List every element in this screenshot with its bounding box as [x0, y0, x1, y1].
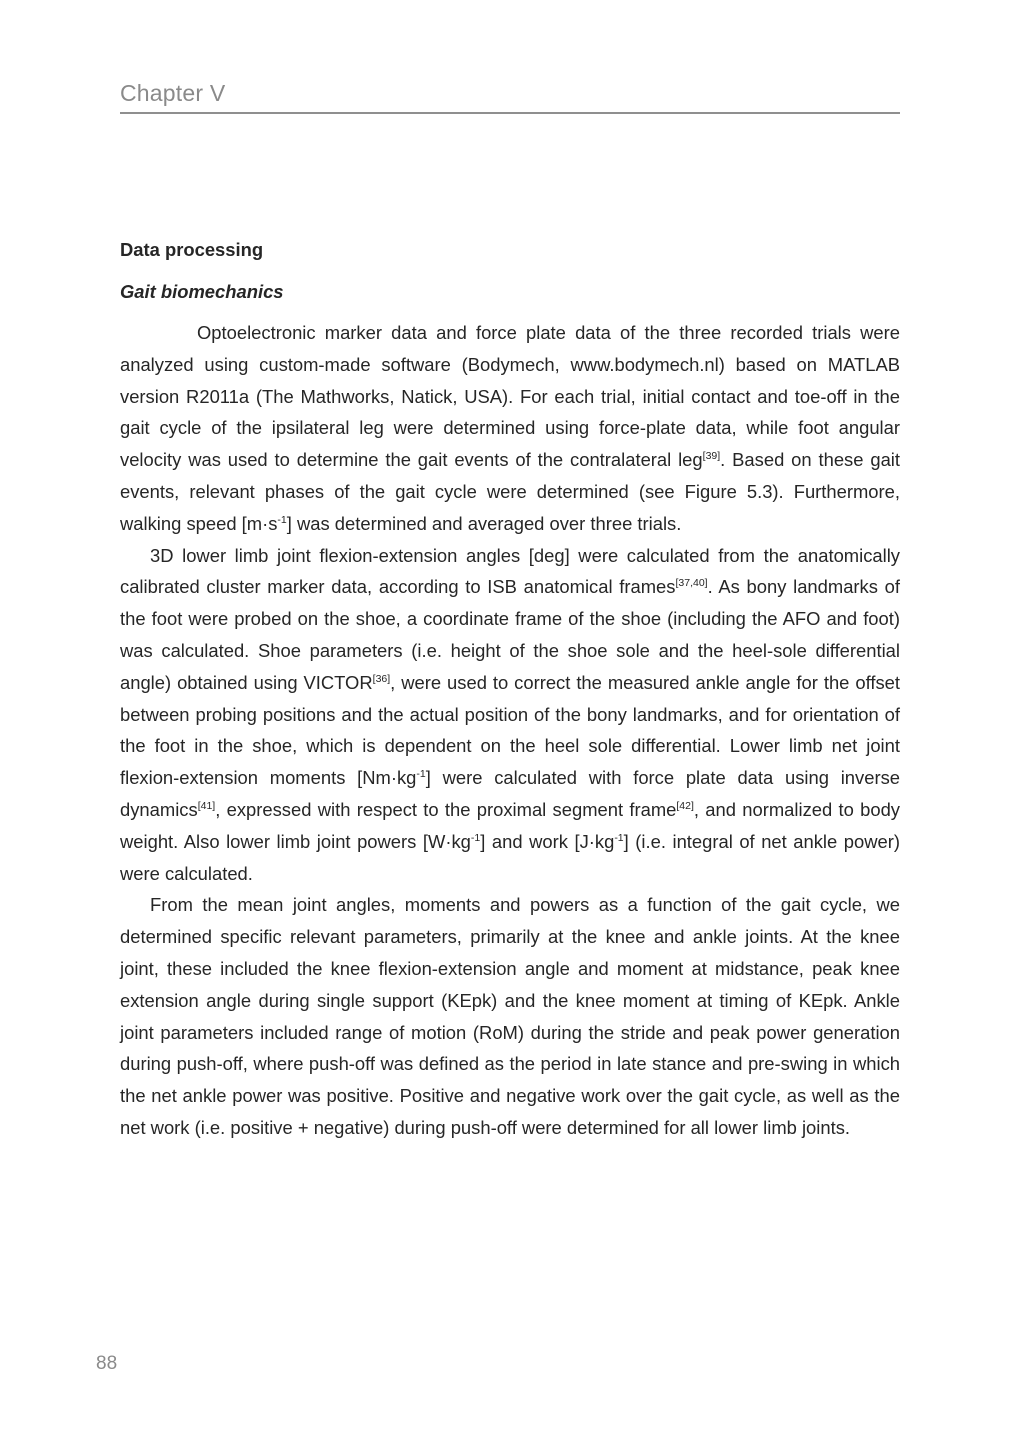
- paragraph-3: From the mean joint angles, moments and powers as a function of the gait cycle, we determined specific relevant parameters, primarily at the knee and ankle joints. At the knee joint, these included the knee flexion-extension angle and moment at midstance, peak knee extension angle during single support (KEpk) and the knee moment at timing of KEpk. Ankle joint parameters included range of motion (RoM) during the stride and peak power generation during push-off, where push-off was defined as the period in late stance and pre-swing in which the net ankle power was positive. Positive and negative work over the gait cycle, as well as the net work (i.e. positive + negative) during push-off were determined for all lower limb joints.: [120, 894, 900, 1138]
- p2-text-7: ] and work [J·kg: [480, 830, 615, 852]
- exponent-minus-one: -1: [614, 831, 624, 844]
- citation-39: [39]: [702, 450, 721, 463]
- p2-text-8: ] (i.e. integral of net ankle power) were calculated.: [120, 830, 900, 884]
- exponent-minus-one: -1: [416, 768, 426, 781]
- main-content: [120, 235, 900, 1144]
- p2-text-2: . As bony landmarks of the foot were probed on the shoe, a coordinate frame of the shoe (including the AFO and foot) was calculated. Shoe parameters (i.e. height of the shoe sole and the heel-sole differential angle) obtained using VICTOR: [120, 576, 900, 693]
- exponent-minus-one: -1: [470, 831, 481, 844]
- exponent-minus-one: -1: [277, 513, 287, 526]
- paragraph-2: [120, 540, 900, 890]
- running-header: [120, 80, 900, 114]
- section-heading: Data processing: [120, 239, 264, 260]
- citation-37-40: [37,40]: [675, 577, 708, 590]
- p1-text-2: . Based on these gait events, relevant phases of the gait cycle were determined (see Figure 5.3). Furthermore, walking speed [m·s: [120, 449, 901, 534]
- p1-text-3: ] was determined and averaged over three trials.: [286, 512, 682, 534]
- citation-42: [42]: [676, 799, 694, 812]
- p2-text-3: , were used to correct the measured ankle angle for the offset between probing positions and the actual position of the bony landmarks, and for orientation of the foot in the shoe, which is dependent on the heel sole differential. Lower limb net joint flexion-extension moments [Nm·kg: [120, 671, 900, 789]
- paragraph-1: [120, 317, 900, 540]
- citation-36: [36]: [372, 672, 391, 685]
- p2-text-5: , expressed with respect to the proximal segment frame: [215, 798, 677, 820]
- citation-41: [41]: [197, 799, 216, 812]
- p2-text-4: ] were calculated with force plate data using inverse dynamics: [120, 767, 900, 820]
- p2-text-6: , and normalized to body weight. Also lower limb joint powers [W·kg: [120, 798, 900, 852]
- p1-text-1: Optoelectronic marker data and force plate data of the three recorded trials were analyzed using custom-made software (Bodymech, www.bodymech.nl) based on MATLAB version R2011a (The Mathworks, Natick, USA). For each trial, initial contact and toe-off in the gait cycle of the ipsilateral leg were determined using force-plate data, while foot angular velocity was used to determine the gait events of the contralateral leg: [120, 322, 900, 471]
- chapter-label: Chapter V: [120, 80, 226, 106]
- subsection-heading: Gait biomechanics: [120, 281, 284, 302]
- p2-text-1: 3D lower limb joint flexion-extension angles [deg] were calculated from the anatomically calibrated cluster marker data, according to ISB anatomical frames: [120, 544, 900, 598]
- page-number: 88: [96, 1353, 118, 1374]
